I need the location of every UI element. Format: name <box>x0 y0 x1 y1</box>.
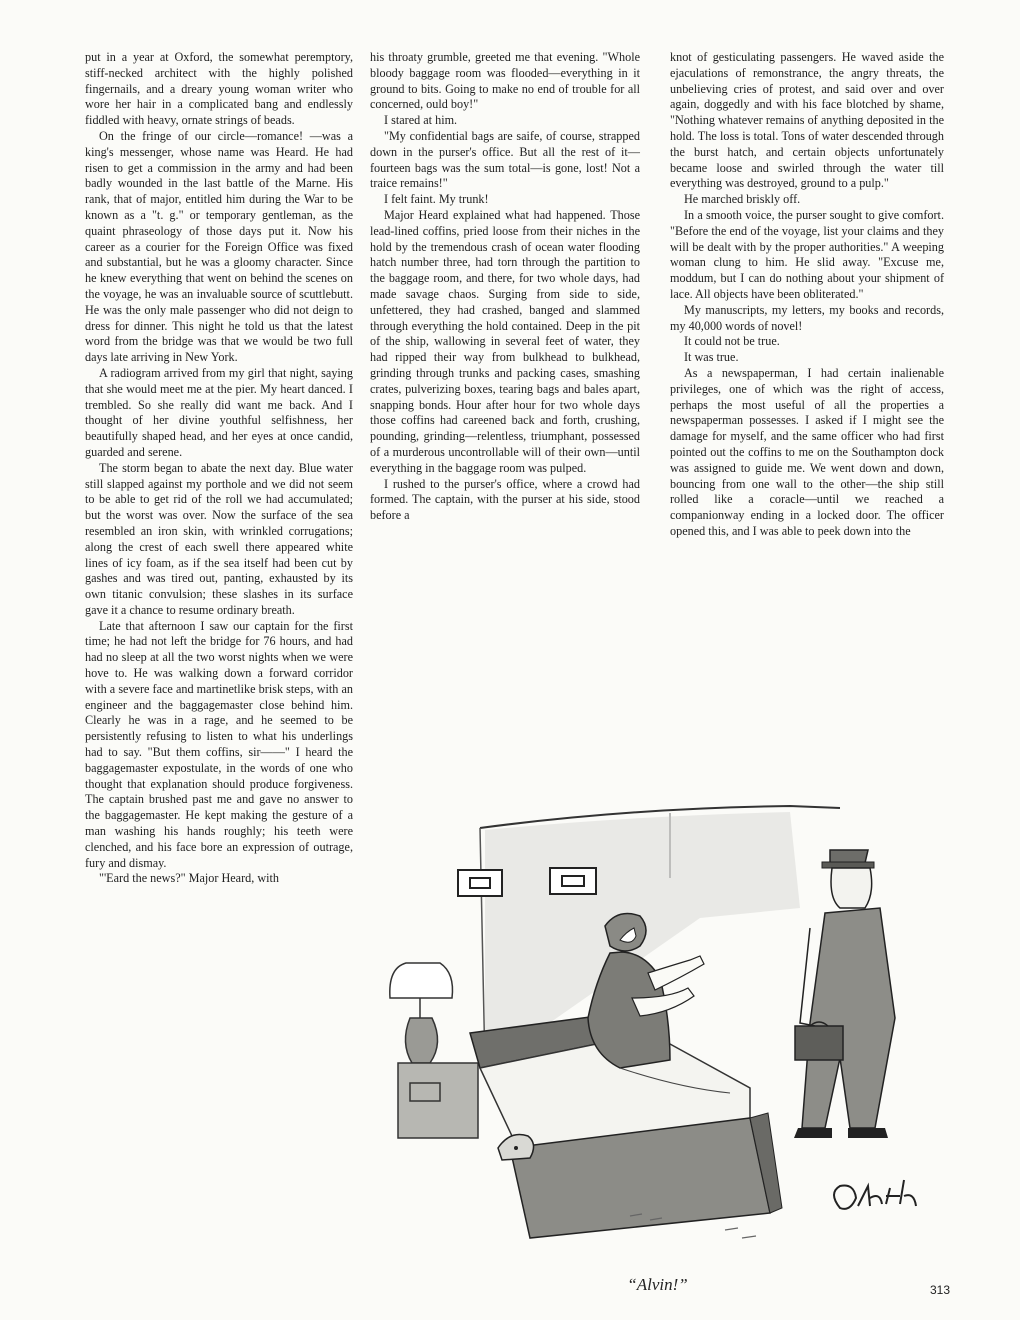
paragraph: his throaty grumble, greeted me that evening. "Whole bloody baggage room was flooded—everything in it ground to bits. Going to make no end of trouble for all concerned, ould boy!" <box>370 50 640 112</box>
paragraph: I felt faint. My trunk! <box>384 192 489 207</box>
wall-picture-right <box>550 868 596 894</box>
text-column-3 <box>670 50 944 540</box>
text-column-1 <box>85 50 353 887</box>
paragraph: He marched briskly off. <box>684 192 801 207</box>
paragraph: knot of gesticulating passengers. He waved aside the ejaculations of remonstrance, the angry threats, the unbelieving cries of protest, and said over and over again, doggedly and with his face blotched by shame, "Nothing whatever remains of anything deposited in the hold. The loss is total. Tons of water descended through the burst hatch, and certain objects unfortunately became loose and swirled through the water till everything was destroyed, ground to a pulp." <box>670 50 944 191</box>
paragraph: I rushed to the purser's office, where a crowd had formed. The captain, with the purser at his side, stood before a <box>370 476 640 523</box>
page-number: 313 <box>929 1283 950 1297</box>
bedside-lamp <box>390 963 453 1063</box>
man-under-bed <box>498 1135 534 1161</box>
paragraph: It could not be true. <box>684 334 780 349</box>
text-column-2 <box>370 50 640 524</box>
paragraph: Major Heard explained what had happened. Those lead-lined coffins, pried loose from their niches in the hold by the tremendous crash of ocean water flooding hatch number three, had torn through the partition to the baggage room, and there, for two whole days, had made savage chaos. Surging from side to side, unfettered, they had crashed, banged and slammed through everything the hold contained. Deep in the pit of the ship, wallowing in several feet of water, they had ripped their way from bulkhead to bulkhead, grinding through trunks and packing cases, smashing crates, pulverizing boxes, tearing bags and bales apart, snapping bonds. Hour after hour for two whole days those coffins had careened back and forth, crushing, pounding, grinding—relentless, triumphant, possessed of a murderous uncontrollable will of their own—until everything in the baggage room was pulped. <box>370 207 640 475</box>
man-standing <box>794 850 895 1138</box>
wall-picture-left <box>458 870 502 896</box>
paragraph: I stared at him. <box>384 113 458 128</box>
paragraph: It was true. <box>684 350 739 365</box>
nightstand <box>398 1063 478 1138</box>
paragraph: "My confidential bags are saife, of course, strapped down in the purser's office. But all the rest of it—fourteen bags was the sum total—is gone, lost! Not a traice remains!" <box>370 128 640 191</box>
paragraph: put in a year at Oxford, the somewhat peremptory, stiff-necked architect with the highly polished fingernails, and a dreary young woman writer who wore her hair in a complicated bang and endlessly fiddled with heavy, ornate strings of beads. <box>85 50 353 128</box>
cartoon-illustration <box>370 768 945 1268</box>
paragraph: "'Eard the news?" Major Heard, with <box>99 871 280 886</box>
paragraph: The storm began to abate the next day. Blue water still slapped against my porthole and we did not seem to be able to get rid of the roll we had accumulated; but the worst was over. Now the surface of the sea resembled an iron skin, with wrinkled corrugations; along the crest of each swell there appeared white lines of icy foam, as if the sea itself had been cut by gashes and was tired out, panting, exhausted by its own titanic convulsion; these slashes in its surface gave it a chance to resume ordinary breath. <box>85 460 353 617</box>
paragraph: Late that afternoon I saw our captain for the first time; he had not left the bridge for 76 hours, and had had no sleep at all the two worst nights when we were hove to. He was walking down a forward corridor with a severe face and martinetlike brisk steps, with an engineer and the baggagemaster close behind him. Clearly he was in a rage, and he seemed to be persistently refusing to listen to what his underlings had to say. "But them coffins, sir——" I heard the baggagemaster expostulate, in the words of one who thought that explanation should produce forgiveness. The captain brushed past me and gave no answer to the baggagemaster. He kept making the gesture of a man washing his hands roughly; his teeth were clenched, and his face bore an expression of outrage, fury and dismay. <box>85 618 353 870</box>
paragraph: As a newspaperman, I had certain inalienable privileges, one of which was the right of access, perhaps the most useful of all the properties a newspaperman possesses. I asked if I might see the damage for myself, and the same officer who had first pointed out the coffins to me on the Southampton dock was assigned to guide me. We went down and down, bouncing from one wall to the other—the ship still rolled like a coracle—until we reached a companionway ending in a locked door. The officer opened this, and I was able to peek down into the <box>670 365 944 538</box>
paragraph: A radiogram arrived from my girl that night, saying that she would meet me at the pier. My heart danced. I trembled. So she really did want me back. And I thought of her divine youthful selfishness, her beautifully shaped head, and her eyes at once candid, guarded and serene. <box>85 365 353 459</box>
paragraph: In a smooth voice, the purser sought to give comfort. "Before the end of the voyage, list your claims and they will be dealt with by the proper authorities." A weeping woman clung to him. He slid away. "Excuse me, moddum, but I can do nothing about your shipment of lace. All objects have been obliterated." <box>670 207 944 301</box>
paragraph: On the fringe of our circle—romance! —was a king's messenger, whose name was Heard. He had risen to get a commission in the army and had been badly wounded in the last battle of the Marne. His rank, that of major, entitled him during the War to be known as a "t. g." or temporary gentleman, as the quaint phraseology of those days put it. Now his career as a courier for the Foreign Office was fixed and substantial, but he was a gloomy character. Since he knew everything that went on behind the scenes on the voyage, he was an invaluable source of scuttlebutt. He was the only male passenger who did not deign to dress for dinner. This night he told us that the latest word from the bridge was that we would be two full days late arriving in New York. <box>85 128 353 365</box>
cartoon-caption: “Alvin!” <box>627 1275 688 1294</box>
artist-signature <box>834 1180 916 1209</box>
paragraph: My manuscripts, my letters, my books and records, my 40,000 words of novel! <box>670 302 944 333</box>
